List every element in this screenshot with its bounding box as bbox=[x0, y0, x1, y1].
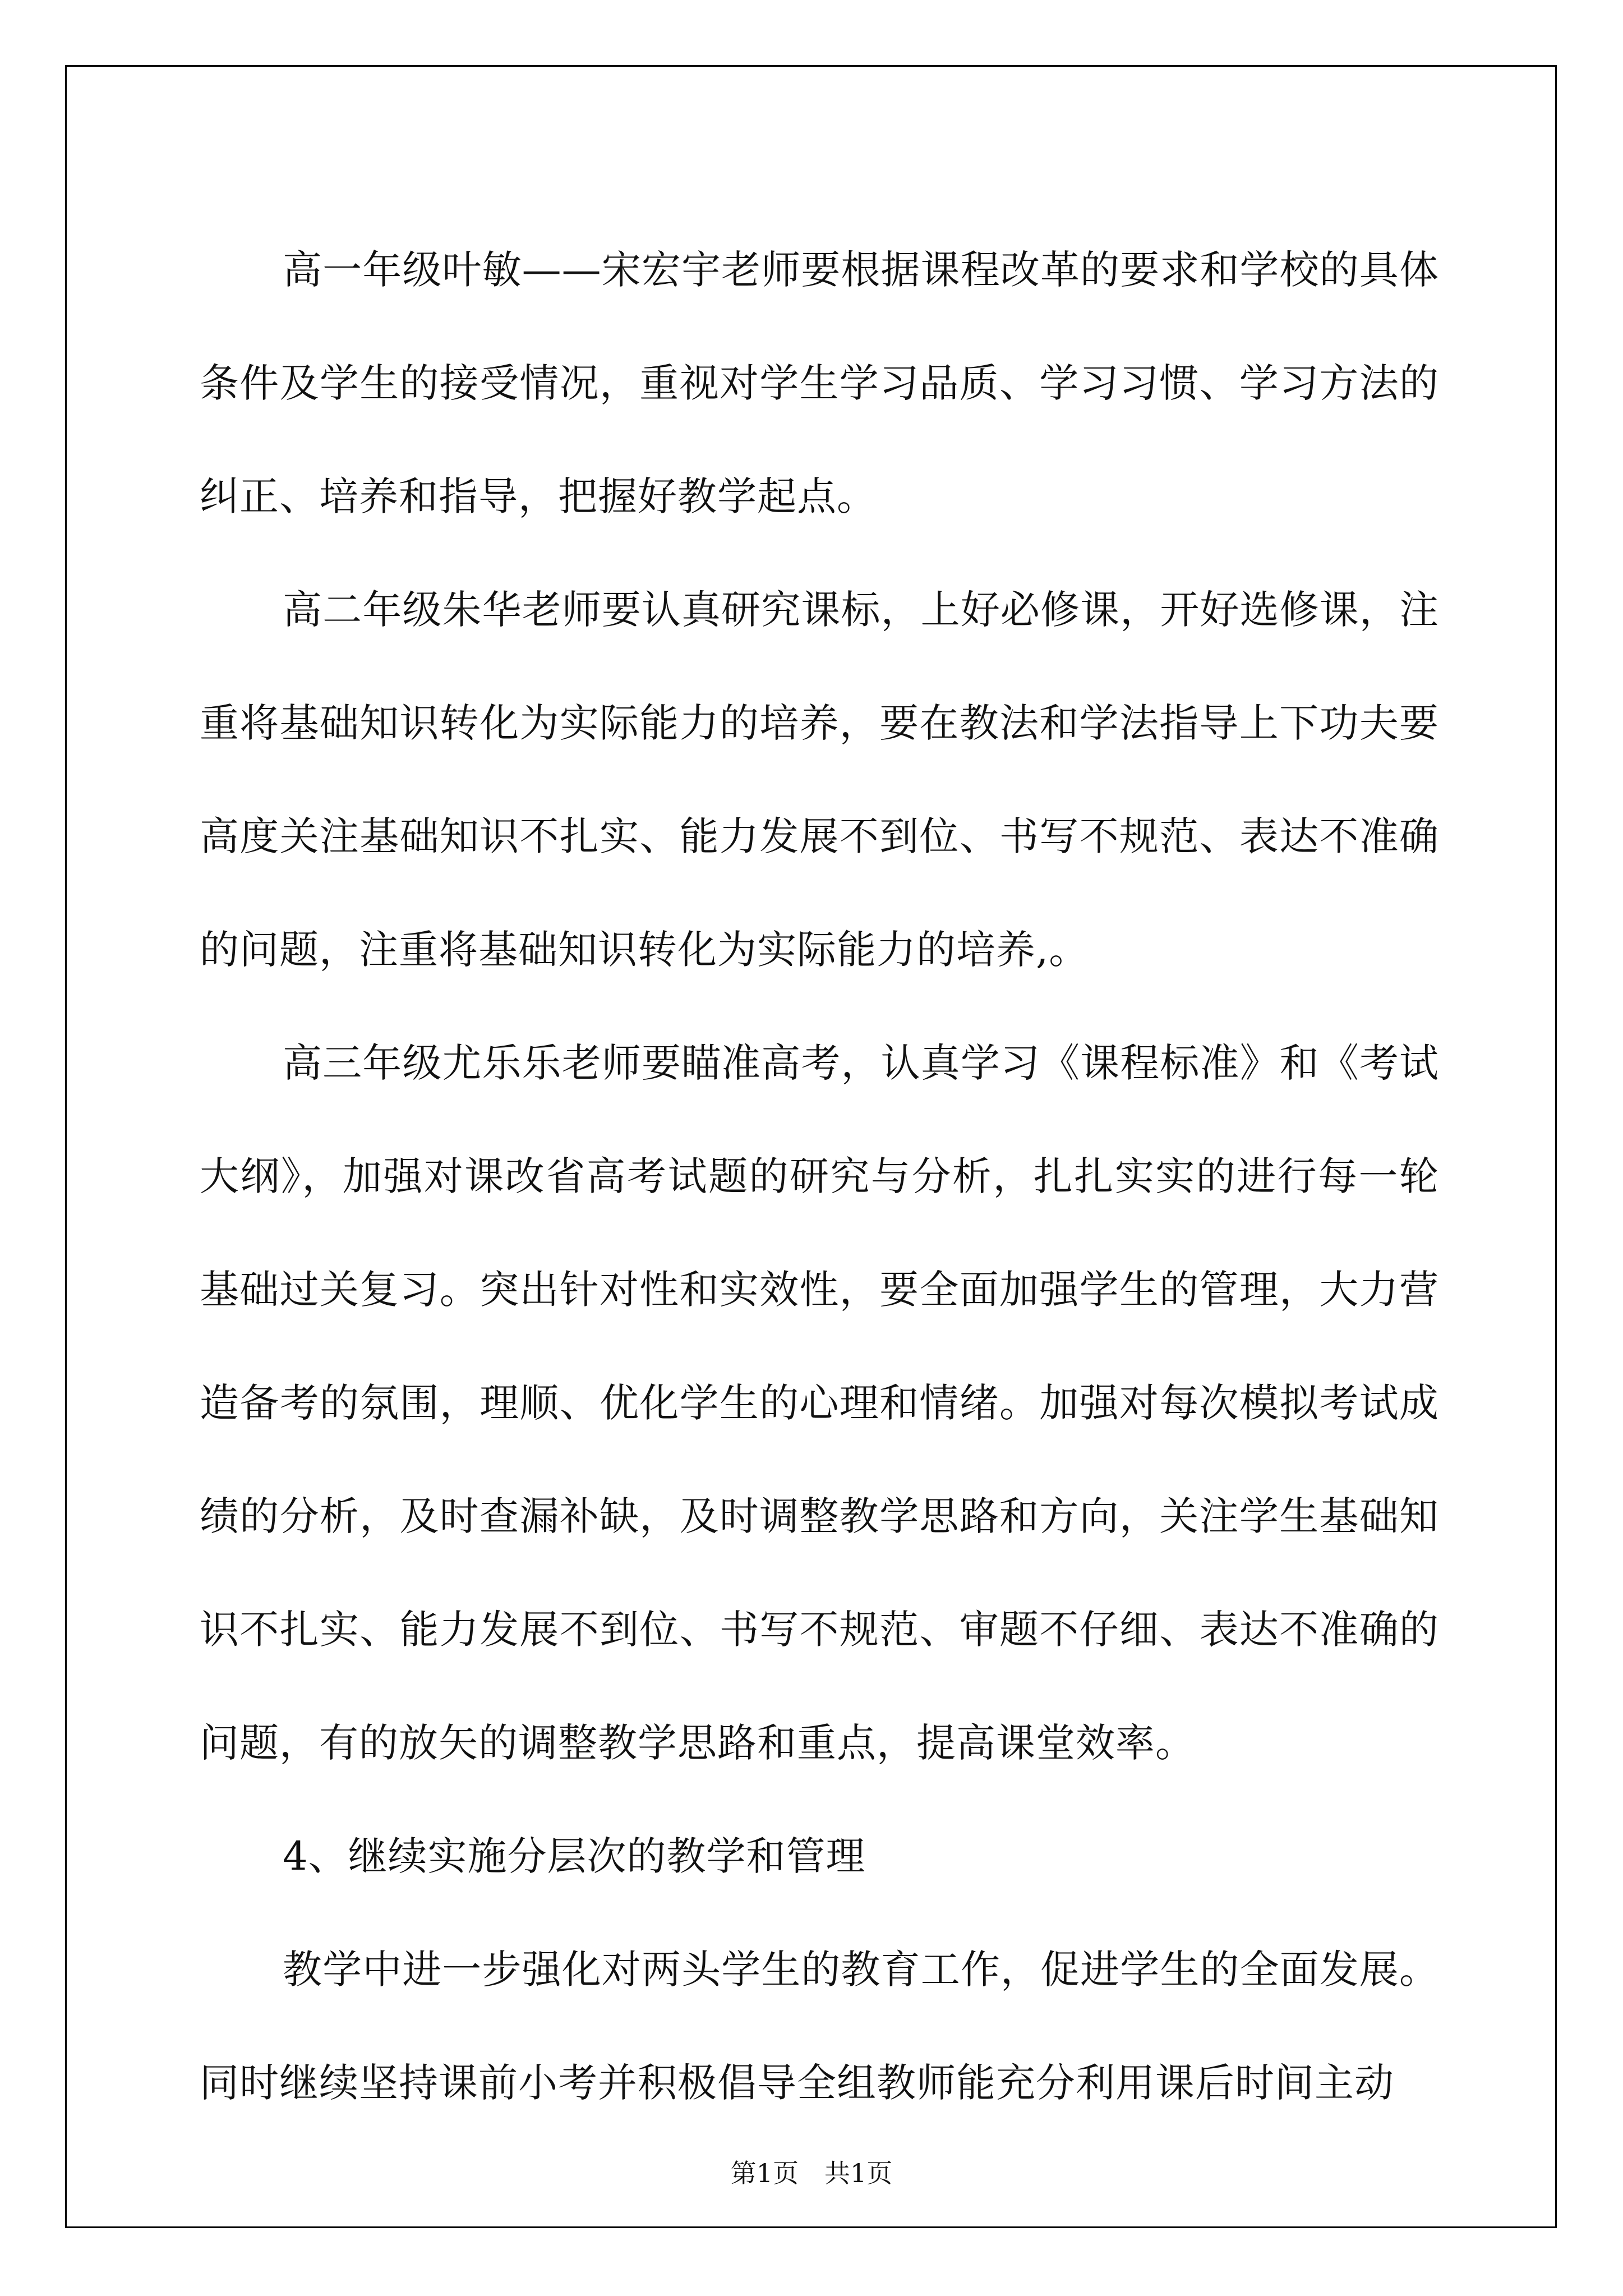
page-number: 第1页 bbox=[730, 2158, 799, 2188]
paragraph-grade-three: 高三年级尤乐乐老师要瞄准高考，认真学习《课程标准》和《考试大纲》，加强对课改省高考试题的研究与分析，扎扎实实的进行每一轮基础过关复习。突出针对性和实效性，要全面加强学生的管理，大力营造备考的氛围，理顺、优化学生的心理和情绪。加强对每次模拟考试成绩的分析，及时查漏补缺，及时调整教学思路和方向，关注学生基础知识不扎实、能力发展不到位、书写不规范、审题不仔细、表达不准确的问题，有的放矢的调整教学思路和重点，提高课堂效率。 bbox=[200, 1040, 1439, 1766]
paragraph-grade-two: 高二年级朱华老师要认真研究课标，上好必修课，开好选修课，注重将基础知识转化为实际能力的培养，要在教法和学法指导上下功夫要高度关注基础知识不扎实、能力发展不到位、书写不规范、表达不准确的问题，注重将基础知识转化为实际能力的培养,。 bbox=[200, 587, 1439, 973]
page-footer bbox=[0, 2153, 1623, 2190]
document-body bbox=[200, 213, 1439, 2139]
paragraph-tiered-teaching: 教学中进一步强化对两头学生的教育工作，促进学生的全面发展。同时继续坚持课前小考并积极倡导全组教师能充分利用课后时间主动 bbox=[200, 1947, 1439, 2106]
page-total: 共1页 bbox=[824, 2158, 893, 2188]
section-heading-tiered-teaching: 4、继续实施分层次的教学和管理 bbox=[283, 1833, 866, 1879]
paragraph-grade-one: 高一年级叶敏——宋宏宇老师要根据课程改革的要求和学校的具体条件及学生的接受情况，重视对学生学习品质、学习习惯、学习方法的纠正、培养和指导，把握好教学起点。 bbox=[200, 247, 1439, 519]
